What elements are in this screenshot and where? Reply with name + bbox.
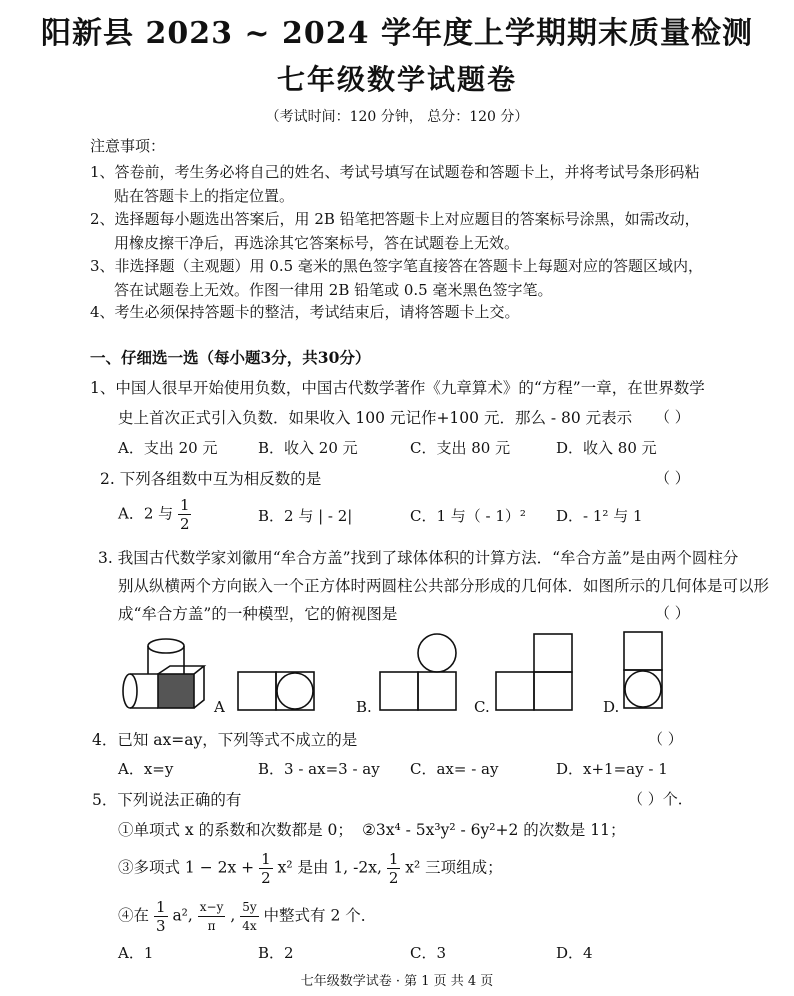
note-line: 4、考生必须保持答题卡的整洁，考试结束后，请将答题卡上交。 [90, 303, 520, 321]
q2-option-d: D．- 1² 与 1 [556, 507, 643, 525]
fraction-denominator: 2 [179, 515, 190, 533]
fraction [387, 850, 401, 887]
q5-option-a: A．1 [118, 944, 154, 962]
fraction [259, 850, 273, 887]
note-line: 1、答卷前，考生务必将自己的姓名、考试号填写在试题卷和答题卡上，并将考试号条形码粘 [90, 163, 700, 181]
q5-s4-sep: , [230, 906, 236, 925]
fraction-numerator: 5y [240, 898, 258, 917]
fraction-denominator: 2 [388, 869, 399, 887]
q4-answer-paren: （ ） [648, 730, 683, 748]
q5-statement-1: ①单项式 x 的系数和次数都是 0； [118, 821, 353, 839]
fraction-denominator: 4x [242, 919, 257, 933]
q4-option-d: D．x+1=ay - 1 [556, 760, 668, 778]
q3-line3: 成“牟合方盖”的一种模型，它的俯视图是 [118, 605, 398, 623]
exam-title: 阳新县 2023 ~ 2024 学年度上学期期末质量检测 [41, 16, 753, 51]
note-item [90, 160, 700, 208]
fraction-numerator: 1 [179, 496, 190, 514]
q5-statement-4 [118, 898, 376, 935]
q1-option-b: B．收入 20 元 [258, 439, 358, 457]
q2-option-a [118, 496, 191, 533]
option-b-figure [380, 634, 456, 710]
q5-option-d: D．4 [556, 944, 593, 962]
fraction-denominator: 2 [261, 869, 271, 887]
q5-s3-pre: ③多项式 1 − 2x + [118, 858, 255, 877]
option-a-label: A [214, 698, 225, 716]
fraction-numerator: x−y [198, 898, 226, 917]
fraction [178, 496, 192, 533]
note-item [90, 300, 520, 324]
option-b-label: B. [356, 698, 372, 716]
q3-line1: 3. 我国古代数学家刘徽用“牟合方盖”找到了球体体积的计算方法．“牟合方盖”是由两个圆柱分 [98, 549, 739, 567]
section-title: 一、仔细选一选（每小题3分，共30分） [90, 348, 371, 367]
fraction-numerator: 1 [261, 850, 271, 868]
q5-s4-a: a², [172, 906, 193, 925]
q3-answer-paren: （ ） [655, 604, 690, 622]
solid-model-figure [123, 639, 204, 708]
option-c-label: C. [474, 698, 490, 716]
note-item [90, 207, 700, 255]
q4-option-b: B．3 - ax=3 - ay [258, 760, 380, 778]
fraction-numerator: 1 [388, 850, 399, 868]
exam-info: （考试时间：120 分钟， 总分：120 分） [265, 109, 529, 125]
q5-s3-mid: x² 是由 1, -2x, [277, 858, 382, 877]
exam-subtitle: 七年级数学试题卷 [276, 63, 517, 96]
q2-option-c: C．1 与（ - 1）² [410, 507, 526, 525]
q3-line2: 别从纵横两个方向嵌入一个正方体时两圆柱公共部分形成的几何体．如图所示的几何体是可以形 [118, 577, 770, 595]
q2-option-b: B．2 与 | - 2| [258, 507, 353, 525]
option-d-figure [624, 632, 662, 708]
q1-option-d: D．收入 80 元 [556, 439, 657, 457]
q2-answer-paren: （ ） [655, 469, 690, 487]
note-line: 3、非选择题（主观题）用 0.5 毫米的黑色签字笔直接答在答题卡上每题对应的答题区域内， [90, 257, 703, 275]
q5-answer-paren: （ ）个． [628, 790, 693, 808]
q5-line1: 5．下列说法正确的有 [92, 791, 242, 809]
fraction-denominator: 3 [155, 917, 166, 935]
q1-option-a: A．支出 20 元 [118, 439, 218, 457]
fraction-numerator: 1 [155, 898, 166, 916]
option-a-figure [238, 672, 314, 710]
q1-option-c: C．支出 80 元 [410, 439, 511, 457]
q1-line2: 史上首次正式引入负数．如果收入 100 元记作+100 元．那么 - 80 元表示 [118, 409, 633, 427]
q4-line1: 4．已知 ax=ay，下列等式不成立的是 [92, 731, 358, 749]
q5-s4-post: 中整式有 2 个． [263, 906, 377, 925]
q4-option-a: A．x=y [118, 760, 174, 778]
option-d-label: D. [603, 698, 620, 716]
q3-figures [118, 628, 678, 718]
fraction [154, 898, 168, 935]
q1-answer-paren: （ ） [655, 408, 690, 426]
q5-s3-post: x² 三项组成； [405, 858, 503, 877]
notes-title: 注意事项： [90, 137, 166, 155]
note-line: 贴在答题卡上的指定位置。 [114, 187, 295, 205]
q2-line1: 2. 下列各组数中互为相反数的是 [100, 470, 322, 488]
note-line: 答在试题卷上无效。作图一律用 2B 铅笔或 0.5 毫米黑色签字笔。 [114, 281, 553, 299]
fraction-denominator: π [207, 919, 216, 933]
q5-statement-2: ②3x⁴ - 5x³y² - 6y²+2 的次数是 11； [362, 821, 626, 839]
q5-statement-3 [118, 850, 503, 887]
q4-option-c: C．ax= - ay [410, 760, 499, 778]
fraction [198, 898, 226, 935]
note-line: 用橡皮擦干净后，再选涂其它答案标号，答在试题卷上无效。 [114, 234, 520, 252]
note-item [90, 254, 703, 302]
option-c-figure [496, 634, 572, 710]
fraction [240, 898, 258, 935]
page-footer: 七年级数学试卷 · 第 1 页 共 4 页 [300, 974, 494, 989]
q1-line1: 1、中国人很早开始使用负数，中国古代数学著作《九章算术》的“方程”一章，在世界数学 [90, 379, 705, 397]
q5-s4-pre: ④在 [118, 906, 150, 925]
q5-option-b: B．2 [258, 944, 294, 962]
note-line: 2、选择题每小题选出答案后，用 2B 铅笔把答题卡上对应题目的答案标号涂黑，如需改动， [90, 210, 700, 228]
q5-option-c: C．3 [410, 944, 447, 962]
q2-option-a-text: A．2 与 [118, 504, 174, 523]
